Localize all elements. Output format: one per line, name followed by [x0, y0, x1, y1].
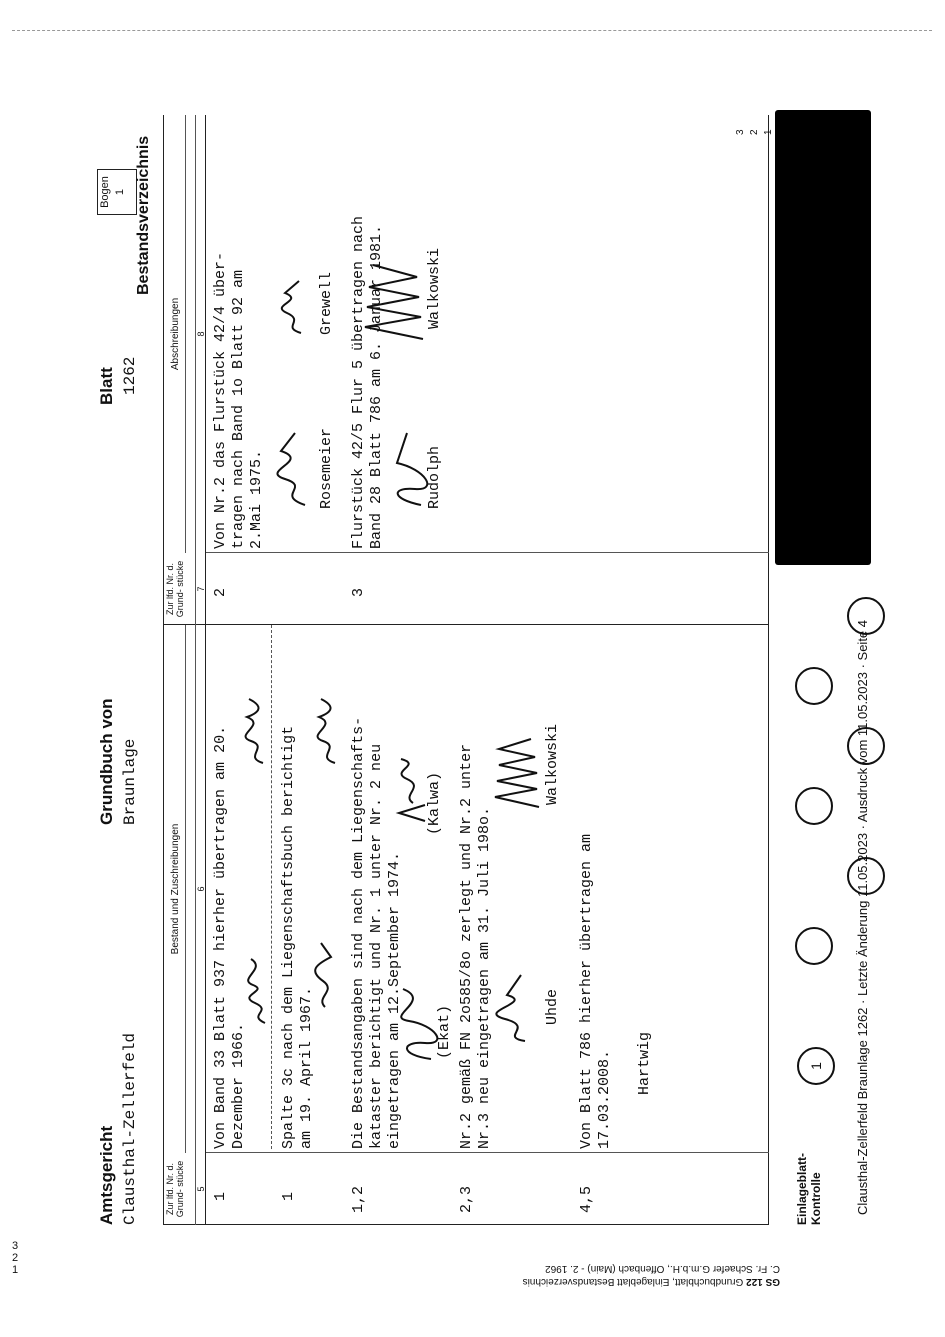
left-entry-3-name-1: (Kalwa) [426, 771, 443, 835]
control-circle: 1 [797, 1047, 835, 1085]
control-circle [795, 787, 833, 825]
sheet-label: Blatt [97, 367, 116, 405]
form-footer [40, 1262, 780, 1288]
left-entry-1-ref: 1 [212, 1191, 229, 1201]
bogen-value: 1 [114, 188, 126, 196]
right-entry-1-name-2: Rosemeier [318, 427, 335, 509]
book-value: Braunlage [121, 738, 139, 825]
form-title: Grundbuchblatt, Einlageblatt Bestandsverzeichnis [522, 1276, 744, 1287]
control-circle [795, 927, 833, 965]
left-entry-2-line-2: am 19. April 1967. [298, 986, 315, 1149]
left-entry-3-line-3: eingetragen am 12.September 1974. [386, 851, 403, 1149]
col6-number: 6 [196, 886, 206, 892]
redaction-block [775, 110, 871, 565]
col5-label: Zur lfd. Nr. d. Grund- stücke [165, 1160, 185, 1218]
left-entry-4-line-2: Nr.3 neu eingetragen am 31. Juli 198o. [476, 806, 493, 1149]
left-entry-1-line-2: Dezember 1966. [230, 1022, 247, 1149]
col8-number: 8 [196, 331, 206, 337]
signature-scribble [311, 939, 341, 1009]
left-entry-5-name-1: Hartwig [636, 1031, 653, 1095]
control-circle [795, 667, 833, 705]
print-info: Clausthal-Zellerfeld Braunlage 1262 · Letzte Änderung 11.05.2023 · Ausdruck vom 11.05.2023 · Seite 4 [855, 619, 870, 1215]
left-entry-5-ref: 4,5 [578, 1185, 595, 1213]
control-label: Einlageblatt-Kontrolle [795, 1152, 823, 1225]
left-entry-3-line-1: Die Bestandsangaben sind nach dem Liegenschafts- [350, 716, 367, 1149]
left-entry-5-line-2: 17.03.2008. [596, 1049, 613, 1149]
right-entry-1-line-3: 2.Mai 1975. [248, 449, 265, 549]
signature-scribble [359, 255, 429, 345]
sheet-value: 1262 [121, 356, 139, 395]
signature-scribble [239, 695, 275, 765]
col7-label: Zur lfd. Nr. d. Grund- stücke [165, 560, 185, 618]
right-entry-2-name-1: Walkowski [426, 247, 443, 329]
signature-scribble [395, 985, 439, 1065]
signature-scribble [311, 695, 347, 765]
left-entry-1-line-1: Von Band 33 Blatt 937 hierher übertragen am 20. [212, 725, 229, 1149]
signature-scribble [271, 277, 311, 337]
side-number: 2 [749, 129, 760, 135]
bogen-box [97, 169, 137, 215]
court-label: Amtsgericht [97, 1125, 116, 1225]
bogen-label: Bogen [99, 176, 111, 208]
land-register-sheet [95, 115, 875, 1225]
signature-scribble [495, 965, 539, 1045]
right-group-header: Abschreibungen [170, 297, 181, 371]
right-entry-2-line-2: Band 28 Blatt 786 am 6. Januar 1981. [368, 224, 385, 549]
top-dashed-line [12, 30, 932, 31]
signature-scribble [271, 429, 315, 509]
col7-number: 7 [196, 586, 206, 592]
right-entry-2-name-2: Rudolph [426, 445, 443, 509]
signature-scribble [245, 955, 275, 1025]
left-entry-3-name-2: (Ekat) [436, 1004, 453, 1059]
left-entry-5-line-1: Von Blatt 786 hierher übertragen am [578, 833, 595, 1149]
left-entry-2-ref: 1 [280, 1191, 297, 1201]
left-group-header: Bestand und Zuschreibungen [170, 823, 181, 955]
left-entry-4-line-1: Nr.2 gemäß FN 2o585/8o zerlegt und Nr.2 unter [458, 743, 475, 1149]
left-entry-4-name-2: Uhde [544, 988, 561, 1025]
left-entry-4-name-1: Walkowski [544, 723, 561, 805]
left-entry-4-ref: 2,3 [458, 1185, 475, 1213]
signature-scribble [395, 755, 431, 825]
form-code: GS 122 [746, 1276, 780, 1287]
left-side-numbers: 3 2 1 [12, 1240, 19, 1276]
right-entry-2-line-1: Flurstück 42/5 Flur 5 übertragen nach [350, 215, 367, 549]
publisher: C. Fr. Schaefer G.m.b.H., Offenbach (Main) - 2. 1962 [545, 1263, 780, 1274]
left-entry-3-line-2: kataster berichtigt und Nr. 1 unter Nr. 2 neu [368, 743, 385, 1149]
right-entry-1-line-2: tragen nach Band 1o Blatt 92 am [230, 269, 247, 549]
signature-scribble [491, 731, 543, 811]
right-entry-1-ref: 2 [212, 587, 229, 597]
right-entry-1-name-1: Grewell [318, 271, 335, 335]
signature-scribble [385, 429, 429, 509]
side-number: 1 [763, 129, 774, 135]
right-entry-1-line-1: Von Nr.2 das Flurstück 42/4 über- [212, 251, 229, 549]
book-label: Grundbuch von [97, 698, 116, 825]
left-entry-2-line-1: Spalte 3c nach dem Liegenschaftsbuch berichtigt [280, 725, 297, 1149]
side-number: 3 [735, 129, 746, 135]
left-entry-3-ref: 1,2 [350, 1185, 367, 1213]
court-value: Clausthal-Zellerfeld [121, 1032, 139, 1225]
register-title: Bestandsverzeichnis [135, 135, 152, 295]
col5-number: 5 [196, 1186, 206, 1192]
right-entry-2-ref: 3 [350, 587, 367, 597]
